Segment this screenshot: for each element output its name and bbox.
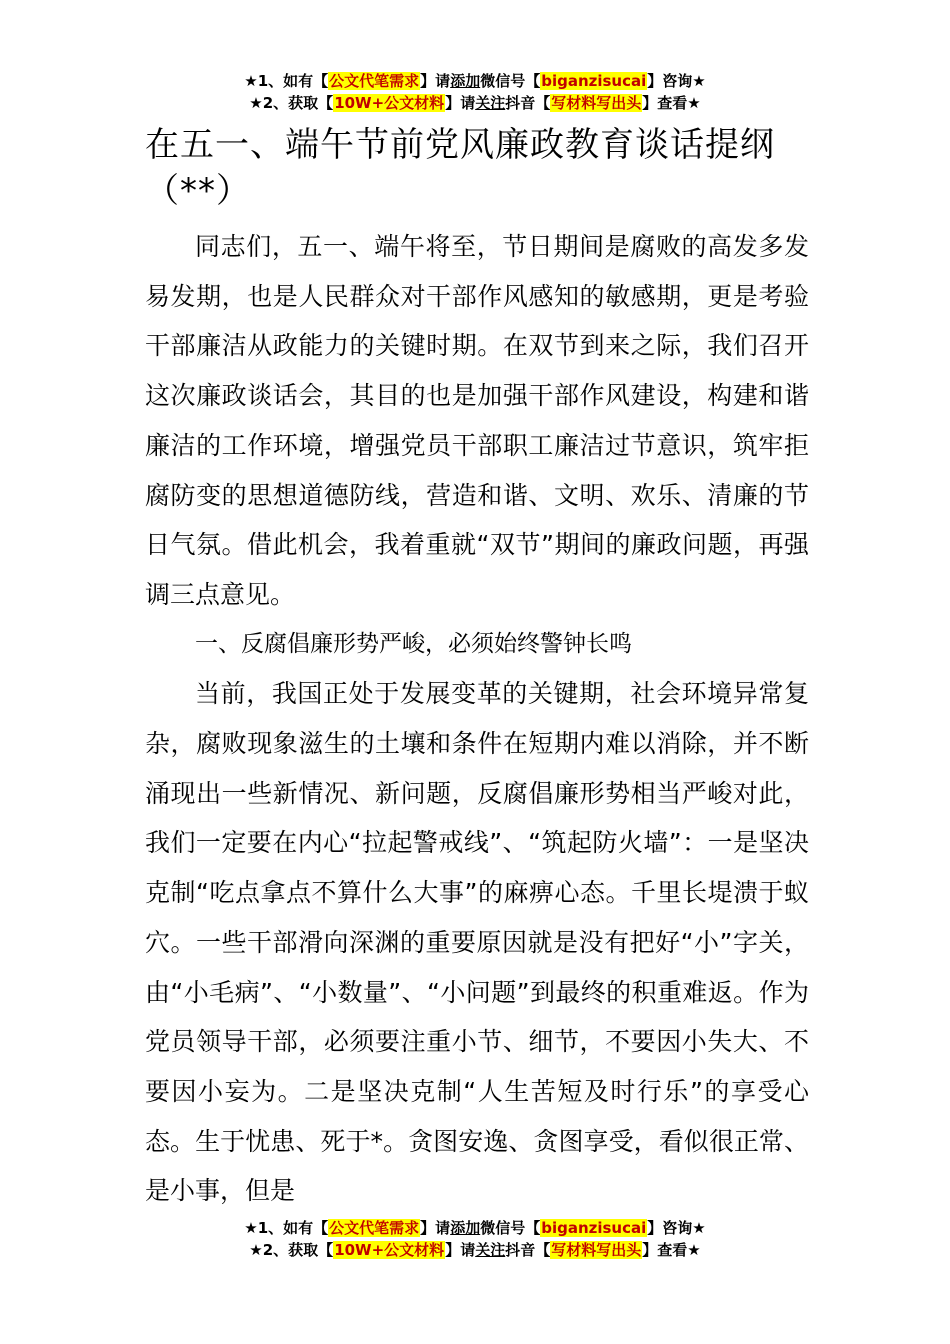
promo-text: ★1、如有【	[244, 1219, 329, 1237]
promo-line-2	[0, 92, 950, 114]
promo-text: 微信号【	[480, 1219, 541, 1237]
paragraph-section-1: 当前，我国正处于发展变革的关键期，社会环境异常复杂，腐败现象滋生的土壤和条件在短期内难以消除，并不断涌现出一些新情况、新问题，反腐倡廉形势相当严峻对此，我们一定要在内心“拉起警戒线”、“筑起防火墙”：一是坚决克制“吃点拿点不算什么大事”的麻痹心态。千里长堤溃于蚁穴。一些干部滑向深渊的重要原因就是没有把好“小”字关，由“小毛病”、“小数量”、“小问题”到最终的积重难返。作为党员领导干部，必须要注重小节、细节，不要因小失大、不要因小妄为。二是坚决克制“人生苦短及时行乐”的享受心态。生于忧患、死于*。贪图安逸、贪图享受，看似很正常、是小事，但是	[145, 679, 809, 1206]
promo-highlight: biganzisucai	[541, 72, 647, 90]
promo-text: 】咨询★	[647, 72, 706, 90]
document-title: 在五一、端午节前党风廉政教育谈话提纲（**）	[145, 125, 775, 211]
promo-line-2	[0, 1239, 950, 1261]
promo-text: 抖音【	[505, 1241, 551, 1259]
promo-underlined: 添加	[450, 1219, 481, 1237]
promo-underlined: 添加	[450, 72, 481, 90]
promo-text: 】请	[420, 1219, 451, 1237]
promo-banner-top	[0, 70, 950, 114]
promo-line-1	[0, 1217, 950, 1239]
promo-banner-bottom	[0, 1217, 950, 1261]
promo-highlight: biganzisucai	[541, 1219, 647, 1237]
promo-text: 】咨询★	[647, 1219, 706, 1237]
promo-underlined: 关注	[475, 1241, 506, 1259]
promo-highlight: 写材料写出头	[551, 1241, 642, 1259]
promo-highlight: 公文代笔需求	[329, 72, 420, 90]
promo-text: 】请	[445, 1241, 476, 1259]
document-body	[145, 222, 809, 1216]
promo-line-1	[0, 70, 950, 92]
paragraph-intro: 同志们，五一、端午将至，节日期间是腐败的高发多发易发期，也是人民群众对干部作风感知的敏感期，更是考验干部廉洁从政能力的关键时期。在双节到来之际，我们召开这次廉政谈话会，其目的也是加强干部作风建设，构建和谐廉洁的工作环境，增强党员干部职工廉洁过节意识，筑牢拒腐防变的思想道德防线，营造和谐、文明、欢乐、清廉的节日气氛。借此机会，我着重就“双节”期间的廉政问题，再强调三点意见。	[145, 232, 809, 609]
promo-underlined: 关注	[475, 94, 506, 112]
promo-text: ★2、获取【	[249, 94, 334, 112]
promo-text: 微信号【	[480, 72, 541, 90]
promo-text: ★2、获取【	[249, 1241, 334, 1259]
promo-text: 】查看★	[642, 1241, 701, 1259]
promo-highlight: 10W+公文材料	[334, 94, 445, 112]
promo-highlight: 公文代笔需求	[329, 1219, 420, 1237]
promo-highlight: 写材料写出头	[551, 94, 642, 112]
promo-text: ★1、如有【	[244, 72, 329, 90]
promo-text: 】查看★	[642, 94, 701, 112]
promo-text: 抖音【	[505, 94, 551, 112]
promo-highlight: 10W+公文材料	[334, 1241, 445, 1259]
section-heading-1: 一、反腐倡廉形势严峻，必须始终警钟长鸣	[195, 630, 632, 657]
promo-text: 】请	[445, 94, 476, 112]
promo-text: 】请	[420, 72, 451, 90]
